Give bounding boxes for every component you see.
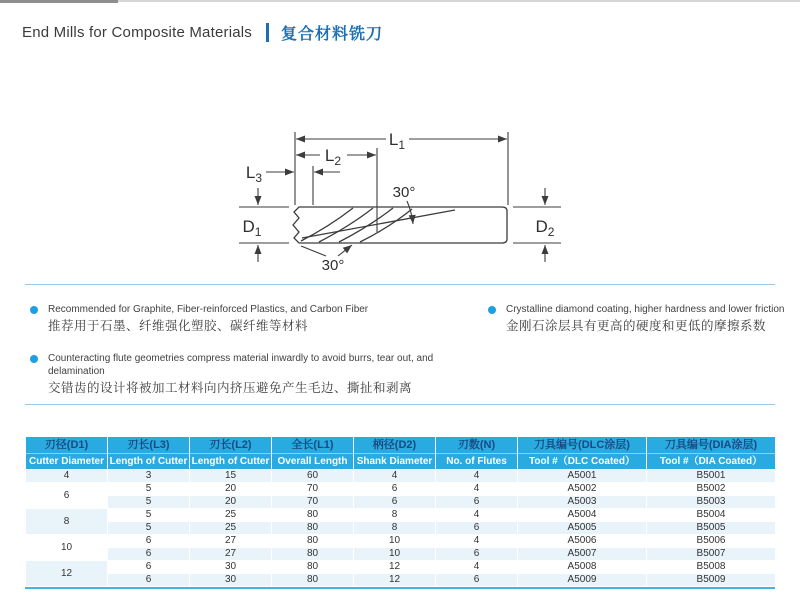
table-cell: 20 bbox=[190, 496, 272, 509]
table-cell: 25 bbox=[190, 522, 272, 535]
feature-column-left bbox=[30, 303, 482, 414]
header-en: No. of Flutes bbox=[436, 453, 517, 469]
cell-d1: 6 bbox=[26, 483, 108, 509]
table-cell: 70 bbox=[272, 496, 354, 509]
feature-text-en: Counteracting flute geometries compress material inwardly to avoid burrs, tear out, and delamination bbox=[48, 353, 434, 377]
table-cell: 6 bbox=[436, 574, 518, 587]
feature-item bbox=[488, 303, 790, 335]
feature-item bbox=[30, 303, 482, 335]
table-cell: B5004 bbox=[647, 509, 776, 522]
table-cell: 30 bbox=[190, 561, 272, 574]
table-cell: 6 bbox=[436, 548, 518, 561]
bullet-dot-icon bbox=[30, 306, 38, 314]
table-cell: A5008 bbox=[518, 561, 647, 574]
column-header-l2 bbox=[190, 437, 272, 470]
dim-label-l3: $L_3$ bbox=[245, 163, 263, 185]
column-header-flutes bbox=[436, 437, 518, 470]
table-cell: A5004 bbox=[518, 509, 647, 522]
table-cell: 6 bbox=[436, 522, 518, 535]
table-cell: 4 bbox=[436, 470, 518, 483]
table-cell: A5001 bbox=[518, 470, 647, 483]
table-cell: 4 bbox=[436, 509, 518, 522]
table-cell: B5008 bbox=[647, 561, 776, 574]
column-header-l1 bbox=[272, 437, 354, 470]
table-cell: 6 bbox=[108, 535, 190, 548]
table-cell: 27 bbox=[190, 535, 272, 548]
table-bottom-border bbox=[25, 587, 775, 589]
table-cell: A5009 bbox=[518, 574, 647, 587]
table-cell: 8 bbox=[354, 522, 436, 535]
table-cell: 12 bbox=[354, 574, 436, 587]
table-cell: 70 bbox=[272, 483, 354, 496]
table-cell: 6 bbox=[354, 496, 436, 509]
dim-label-d1: $D_1$ bbox=[242, 217, 262, 239]
table-cell: A5005 bbox=[518, 522, 647, 535]
feature-text-zh: 交错齿的设计将被加工材料向内挤压避免产生毛边、撕扯和剥离 bbox=[48, 381, 413, 395]
dim-label-l1: $L_1$ bbox=[388, 130, 406, 152]
title-divider-bar bbox=[266, 23, 269, 42]
table-cell: B5005 bbox=[647, 522, 776, 535]
spec-table-wrap bbox=[25, 436, 775, 589]
page-header bbox=[22, 20, 383, 44]
header-row bbox=[26, 437, 776, 470]
table-cell: 10 bbox=[354, 548, 436, 561]
angle-label-top: 30° bbox=[392, 184, 416, 201]
table-cell: 12 bbox=[354, 561, 436, 574]
feature-item bbox=[30, 352, 482, 397]
endmill-dimension-diagram bbox=[0, 105, 800, 280]
table-cell: 30 bbox=[190, 574, 272, 587]
table-cell: A5002 bbox=[518, 483, 647, 496]
dim-label-l2: $L_2$ bbox=[324, 146, 342, 168]
column-header-dlc bbox=[518, 437, 647, 470]
header-en: Cutter Diameter bbox=[26, 453, 107, 469]
table-row bbox=[26, 509, 776, 522]
cell-d1: 8 bbox=[26, 509, 108, 535]
table-cell: 80 bbox=[272, 574, 354, 587]
feature-text-en: Recommended for Graphite, Fiber-reinforced Plastics, and Carbon Fiber bbox=[48, 304, 369, 315]
page-title-en: End Mills for Composite Materials bbox=[22, 23, 253, 41]
feature-text-en: Crystalline diamond coating, higher hardness and lower friction bbox=[506, 304, 785, 315]
header-en: Length of Cutter bbox=[190, 453, 271, 469]
table-cell: A5006 bbox=[518, 535, 647, 548]
header-zh: 全长(L1) bbox=[291, 439, 334, 451]
table-cell: 6 bbox=[436, 496, 518, 509]
table-cell: 80 bbox=[272, 509, 354, 522]
table-cell: A5007 bbox=[518, 548, 647, 561]
header-zh: 刀具编号(DLC涂层) bbox=[534, 439, 630, 451]
header-zh: 刃数(N) bbox=[457, 439, 496, 451]
feature-column-right bbox=[488, 303, 790, 352]
table-cell: 6 bbox=[108, 574, 190, 587]
cell-d1: 12 bbox=[26, 561, 108, 587]
table-row bbox=[26, 535, 776, 548]
table-cell: 15 bbox=[190, 470, 272, 483]
table-cell: 60 bbox=[272, 470, 354, 483]
table-row bbox=[26, 522, 776, 535]
table-row bbox=[26, 470, 776, 483]
header-en: Tool #（DIA Coated） bbox=[647, 453, 775, 469]
table-cell: 4 bbox=[354, 470, 436, 483]
divider-line-top bbox=[25, 284, 775, 285]
header-zh: 刃长(L2) bbox=[209, 439, 252, 451]
table-cell: 80 bbox=[272, 548, 354, 561]
spec-table bbox=[25, 436, 776, 587]
table-cell: 6 bbox=[108, 561, 190, 574]
header-en: Tool #（DLC Coated） bbox=[518, 453, 646, 469]
feature-text-zh: 推荐用于石墨、纤维强化塑胶、碳纤维等材料 bbox=[48, 319, 309, 333]
column-header-d2 bbox=[354, 437, 436, 470]
table-cell: 80 bbox=[272, 561, 354, 574]
table-cell: 3 bbox=[108, 470, 190, 483]
table-row bbox=[26, 496, 776, 509]
table-row bbox=[26, 574, 776, 587]
table-cell: 5 bbox=[108, 522, 190, 535]
bullet-dot-icon bbox=[488, 306, 496, 314]
header-en: Shank Diameter bbox=[354, 453, 435, 469]
bullet-dot-icon bbox=[30, 355, 38, 363]
table-cell: 6 bbox=[354, 483, 436, 496]
table-cell: 4 bbox=[436, 561, 518, 574]
table-row bbox=[26, 483, 776, 496]
feature-text-zh: 金刚石涂层具有更高的硬度和更低的摩擦系数 bbox=[506, 319, 767, 333]
table-cell: 27 bbox=[190, 548, 272, 561]
column-header-d1 bbox=[26, 437, 108, 470]
table-cell: 80 bbox=[272, 522, 354, 535]
table-cell: 8 bbox=[354, 509, 436, 522]
table-cell: 5 bbox=[108, 483, 190, 496]
header-en: Overall Length bbox=[272, 453, 353, 469]
table-cell: B5007 bbox=[647, 548, 776, 561]
table-row bbox=[26, 548, 776, 561]
table-cell: 5 bbox=[108, 509, 190, 522]
table-cell: B5002 bbox=[647, 483, 776, 496]
cell-d1: 10 bbox=[26, 535, 108, 561]
table-cell: 20 bbox=[190, 483, 272, 496]
table-cell: B5001 bbox=[647, 470, 776, 483]
divider-line-bottom bbox=[25, 404, 775, 405]
table-cell: B5006 bbox=[647, 535, 776, 548]
page-title-zh: 复合材料铣刀 bbox=[281, 25, 384, 43]
table-cell: B5003 bbox=[647, 496, 776, 509]
endmill-body bbox=[293, 207, 507, 243]
table-cell: 4 bbox=[436, 535, 518, 548]
table-cell: 25 bbox=[190, 509, 272, 522]
table-cell: 6 bbox=[108, 548, 190, 561]
table-cell: 10 bbox=[354, 535, 436, 548]
table-cell: A5003 bbox=[518, 496, 647, 509]
header-zh: 刃径(D1) bbox=[44, 439, 89, 451]
header-zh: 柄径(D2) bbox=[372, 439, 417, 451]
header-zh: 刀具编号(DIA涂层) bbox=[664, 439, 758, 451]
dim-label-d2: $D_2$ bbox=[535, 217, 555, 239]
header-zh: 刃长(L3) bbox=[127, 439, 170, 451]
top-border bbox=[0, 0, 800, 2]
column-header-dia bbox=[647, 437, 776, 470]
table-row bbox=[26, 561, 776, 574]
table-cell: B5009 bbox=[647, 574, 776, 587]
column-header-l3 bbox=[108, 437, 190, 470]
angle-label-bottom: 30° bbox=[321, 257, 345, 274]
header-en: Length of Cutter bbox=[108, 453, 189, 469]
table-cell: 4 bbox=[436, 483, 518, 496]
table-cell: 5 bbox=[108, 496, 190, 509]
top-border-accent bbox=[0, 0, 118, 3]
table-cell: 80 bbox=[272, 535, 354, 548]
cell-d1: 4 bbox=[26, 470, 108, 483]
